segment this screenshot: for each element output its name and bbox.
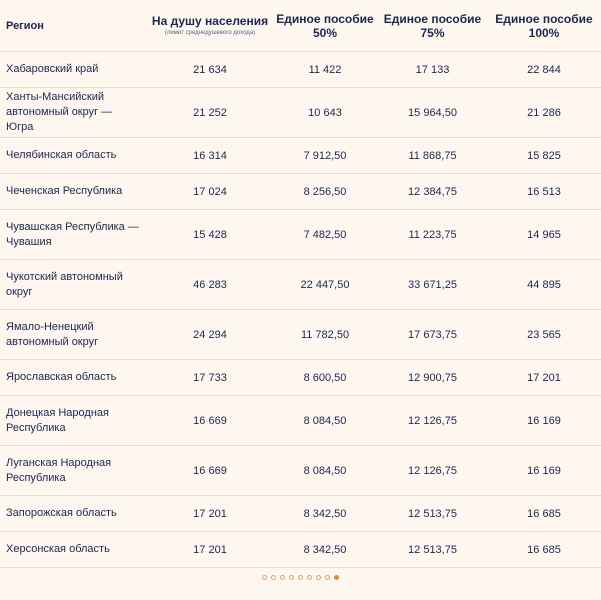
header-75-line2: 75% <box>420 25 445 40</box>
region-cell: Ямало-Ненецкий автономный округ <box>6 320 99 348</box>
allowance-50-cell: 7 912,50 <box>303 149 347 162</box>
table-row <box>0 310 601 360</box>
table-header <box>0 0 601 52</box>
table-row <box>0 174 601 210</box>
pagination-dot[interactable] <box>280 575 285 580</box>
allowance-100-cell: 21 286 <box>527 106 561 119</box>
header-region: Регион <box>6 19 44 32</box>
allowance-50-cell: 22 447,50 <box>300 278 350 291</box>
region-cell: Хабаровский край <box>6 63 99 75</box>
allowance-50-cell: 8 600,50 <box>303 371 347 384</box>
pagination-dot[interactable] <box>298 575 303 580</box>
allowance-100-cell: 14 965 <box>527 228 561 241</box>
table-row <box>0 260 601 310</box>
per-capita-cell: 16 669 <box>193 414 227 427</box>
pagination-dots <box>0 575 601 585</box>
allowance-50-cell: 8 342,50 <box>303 543 347 556</box>
table-row <box>0 532 601 568</box>
allowance-75-cell: 17 673,75 <box>408 328 457 341</box>
region-cell: Луганская Народная Республика <box>6 456 112 484</box>
allowance-50-cell: 11 782,50 <box>300 328 350 341</box>
allowance-50-cell: 7 482,50 <box>303 228 347 241</box>
allowance-50-cell: 8 084,50 <box>303 414 347 427</box>
table-body <box>0 52 601 568</box>
pagination-dot[interactable] <box>334 575 339 580</box>
header-per-capita <box>148 14 272 37</box>
allowance-100-cell: 22 844 <box>527 63 561 76</box>
allowance-75-cell: 15 964,50 <box>408 106 457 119</box>
table-row <box>0 210 601 260</box>
region-cell: Чукотский автономный округ <box>6 270 123 298</box>
allowance-75-cell: 33 671,25 <box>408 278 457 291</box>
allowance-100-cell: 16 685 <box>527 543 561 556</box>
allowance-75-cell: 17 133 <box>415 63 450 76</box>
region-cell: Челябинская область <box>6 149 117 161</box>
header-100-line2: 100% <box>528 25 560 40</box>
table-row <box>0 360 601 396</box>
allowance-100-cell: 44 895 <box>527 278 561 291</box>
per-capita-cell: 17 201 <box>193 543 227 556</box>
header-100-line1: Единое пособие <box>495 11 593 26</box>
allowance-50-cell: 11 422 <box>308 63 342 76</box>
pagination-dot[interactable] <box>325 575 330 580</box>
allowance-50-cell: 8 342,50 <box>303 507 347 520</box>
header-100 <box>487 12 601 40</box>
pagination-dot[interactable] <box>307 575 312 580</box>
header-50-line2: 50% <box>312 25 338 40</box>
allowance-100-cell: 16 169 <box>527 464 561 477</box>
allowance-100-cell: 16 169 <box>527 414 561 427</box>
allowance-100-cell: 15 825 <box>527 149 561 162</box>
allowance-100-cell: 16 685 <box>527 507 561 520</box>
per-capita-cell: 15 428 <box>193 228 227 241</box>
table-row <box>0 496 601 532</box>
table-row <box>0 138 601 174</box>
per-capita-cell: 21 252 <box>193 106 227 119</box>
region-cell: Херсонская область <box>6 543 110 555</box>
allowance-50-cell: 10 643 <box>308 106 342 119</box>
table-row <box>0 396 601 446</box>
allowance-75-cell: 12 126,75 <box>408 464 457 477</box>
header-50-line1: Единое пособие <box>276 11 374 26</box>
pagination-dot[interactable] <box>316 575 321 580</box>
allowance-100-cell: 16 513 <box>527 185 561 198</box>
allowance-75-cell: 12 513,75 <box>408 507 457 520</box>
region-cell: Чувашская Республика — Чувашия <box>6 220 139 248</box>
header-75-line1: Единое пособие <box>383 11 482 26</box>
per-capita-cell: 17 201 <box>193 507 227 520</box>
allowance-50-cell: 8 084,50 <box>303 464 347 477</box>
region-cell: Чеченская Республика <box>6 185 123 197</box>
allowance-75-cell: 12 384,75 <box>408 185 457 198</box>
region-cell: Донецкая Народная Республика <box>6 406 109 434</box>
table-row <box>0 52 601 88</box>
allowance-75-cell: 12 126,75 <box>408 414 457 427</box>
region-cell: Ярославская область <box>6 371 117 383</box>
header-per-capita-sub: (лимит среднедушевого дохода) <box>164 30 256 36</box>
header-75 <box>378 12 487 40</box>
table-row <box>0 446 601 496</box>
pagination-dot[interactable] <box>271 575 276 580</box>
per-capita-cell: 24 294 <box>193 328 227 341</box>
allowance-75-cell: 11 868,75 <box>408 149 457 162</box>
per-capita-cell: 17 733 <box>193 371 227 384</box>
per-capita-cell: 17 024 <box>193 185 227 198</box>
pagination-dot[interactable] <box>262 575 267 580</box>
region-cell: Запорожская область <box>6 507 117 519</box>
per-capita-cell: 46 283 <box>193 278 227 291</box>
table-row <box>0 88 601 138</box>
per-capita-cell: 21 634 <box>193 63 227 76</box>
allowance-75-cell: 12 513,75 <box>408 543 457 556</box>
allowance-50-cell: 8 256,50 <box>303 185 347 198</box>
header-per-capita-label: На душу населения <box>151 14 269 28</box>
allowance-75-cell: 12 900,75 <box>408 371 457 384</box>
allowance-100-cell: 17 201 <box>527 371 561 384</box>
allowance-75-cell: 11 223,75 <box>408 228 457 241</box>
header-50 <box>272 12 378 40</box>
allowance-100-cell: 23 565 <box>527 328 561 341</box>
per-capita-cell: 16 669 <box>193 464 227 477</box>
region-cell: Ханты-Мансийский автономный округ — Югра <box>6 91 113 133</box>
per-capita-cell: 16 314 <box>193 149 227 162</box>
pagination-dot[interactable] <box>289 575 294 580</box>
